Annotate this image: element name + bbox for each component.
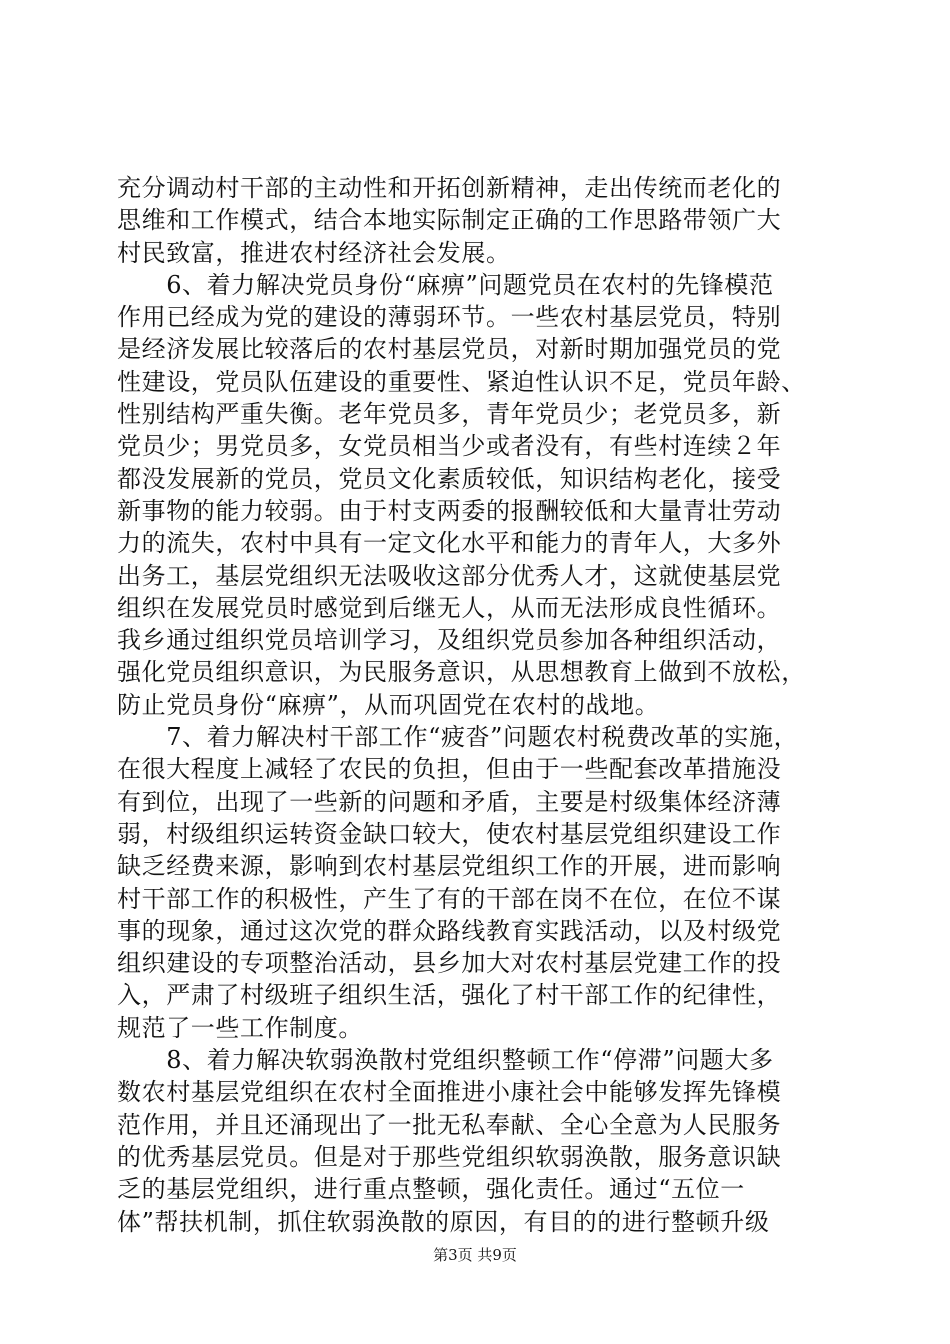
page-number-label: 第3页 共9页 [433,1246,517,1264]
text-line: 组织在发展党员时感觉到后继无人，从而无法形成良性循环。 [117,593,782,622]
text-line: 弱，村级组织运转资金缺口较大，使农村基层党组织建设工作 [117,819,782,848]
text-line: 我乡通过组织党员培训学习，及组织党员参加各种组织活动， [117,626,782,655]
text-line: 在很大程度上减轻了农民的负担，但由于一些配套改革措施没 [117,755,782,784]
text-line: 体”帮扶机制，抓住软弱涣散的原因，有目的的进行整顿升级 [117,1207,770,1236]
text-line: 数农村基层党组织在农村全面推进小康社会中能够发挥先锋模 [117,1078,782,1107]
text-line: 力的流失，农村中具有一定文化水平和能力的青年人，大多外 [117,529,782,558]
text-line: 思维和工作模式，结合本地实际制定正确的工作思路带领广大 [117,206,782,235]
text-line: 防止党员身份“麻痹”，从而巩固党在农村的战地。 [117,690,660,719]
text-line: 是经济发展比较落后的农村基层党员，对新时期加强党员的党 [117,335,782,364]
text-line: 出务工，基层党组织无法吸收这部分优秀人才，这就使基层党 [117,561,782,590]
text-line: 强化党员组织意识，为民服务意识，从思想教育上做到不放松， [117,658,806,687]
body-text [117,172,837,1238]
text-line: 事的现象，通过这次党的群众路线教育实践活动，以及村级党 [117,916,782,945]
text-line: 党员少；男党员多，女党员相当少或者没有，有些村连续２年 [117,432,782,461]
text-line: 村民致富，推进农村经济社会发展。 [117,238,511,267]
text-line: 性建设，党员队伍建设的重要性、紧迫性认识不足，党员年龄、 [117,367,806,396]
page-footer [0,1244,950,1265]
text-line: 7、着力解决村干部工作“疲沓”问题农村税费改革的实施， [117,723,799,752]
text-line: 范作用，并且还涌现出了一批无私奉献、全心全意为人民服务 [117,1110,782,1139]
text-line: 的优秀基层党员。但是对于那些党组织软弱涣散，服务意识缺 [117,1142,782,1171]
text-line: 6、着力解决党员身份“麻痹”问题党员在农村的先锋模范 [117,270,774,299]
text-line: 缺乏经费来源，影响到农村基层党组织工作的开展，进而影响 [117,852,782,881]
text-line: 组织建设的专项整治活动，县乡加大对农村基层党建工作的投 [117,949,782,978]
text-line: 入，严肃了村级班子组织生活，强化了村干部工作的纪律性， [117,981,782,1010]
text-line: 8、着力解决软弱涣散村党组织整顿工作“停滞”问题大多 [117,1046,774,1075]
text-line: 规范了一些工作制度。 [117,1013,363,1042]
text-line: 有到位，出现了一些新的问题和矛盾，主要是村级集体经济薄 [117,787,782,816]
text-line: 乏的基层党组织，进行重点整顿，强化责任。通过“五位一 [117,1175,745,1204]
text-line: 都没发展新的党员，党员文化素质较低，知识结构老化，接受 [117,464,782,493]
text-line: 作用已经成为党的建设的薄弱环节。一些农村基层党员，特别 [117,303,782,332]
text-line: 新事物的能力较弱。由于村支两委的报酬较低和大量青壮劳动 [117,496,782,525]
text-line: 村干部工作的积极性，产生了有的干部在岗不在位，在位不谋 [117,884,782,913]
text-line: 性别结构严重失衡。老年党员多，青年党员少；老党员多，新 [117,400,782,429]
text-line: 充分调动村干部的主动性和开拓创新精神，走出传统而老化的 [117,174,782,202]
